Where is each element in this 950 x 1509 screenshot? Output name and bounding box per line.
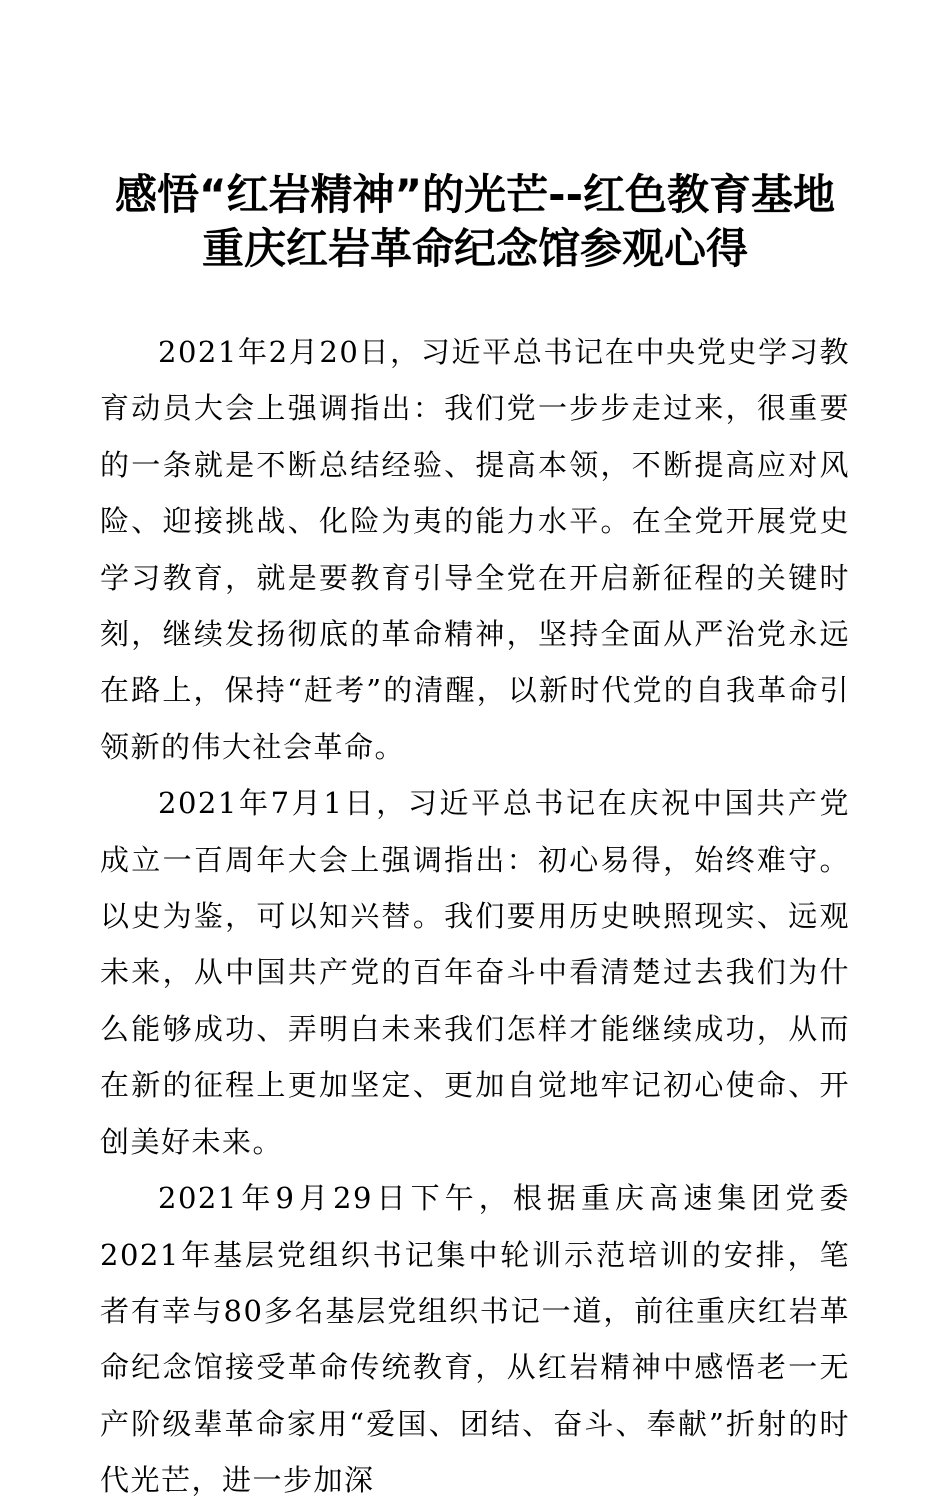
paragraph-1: 2021年2月20日，习近平总书记在中央党史学习教育动员大会上强调指出：我们党一步步走过来，很重要的一条就是不断总结经验、提高本领，不断提高应对风险、迎接挑战、化险为夷的能力水平。在全党开展党史学习教育，就是要教育引导全党在开启新征程的关键时刻，继续发扬彻底的革命精神，坚持全面从严治党永远在路上，保持“赶考”的清醒，以新时代党的自我革命引领新的伟大社会革命。 [100, 335, 850, 764]
paragraph-2: 2021年7月1日，习近平总书记在庆祝中国共产党成立一百周年大会上强调指出：初心易得，始终难守。以史为鉴，可以知兴替。我们要用历史映照现实、远观未来，从中国共产党的百年奋斗中看清楚过去我们为什么能够成功、弄明白未来我们怎样才能继续成功，从而在新的征程上更加坚定、更加自觉地牢记初心使命、开创美好未来。 [100, 786, 850, 1159]
title-line-2: 重庆红岩革命纪念馆参观心得 [201, 224, 748, 273]
document-title [95, 168, 855, 276]
paragraph-3: 2021年9月29日下午，根据重庆高速集团党委2021年基层党组织书记集中轮训示范培训的安排，笔者有幸与80多名基层党组织书记一道，前往重庆红岩革命纪念馆接受革命传统教育，从红岩精神中感悟老一无产阶级辈革命家用“爱国、团结、奋斗、奉献”折射的时代光芒，进一步加深 [100, 1181, 850, 1498]
document-body [100, 324, 850, 1509]
title-line-1: 感悟“红岩精神”的光芒--红色教育基地 [114, 170, 836, 219]
